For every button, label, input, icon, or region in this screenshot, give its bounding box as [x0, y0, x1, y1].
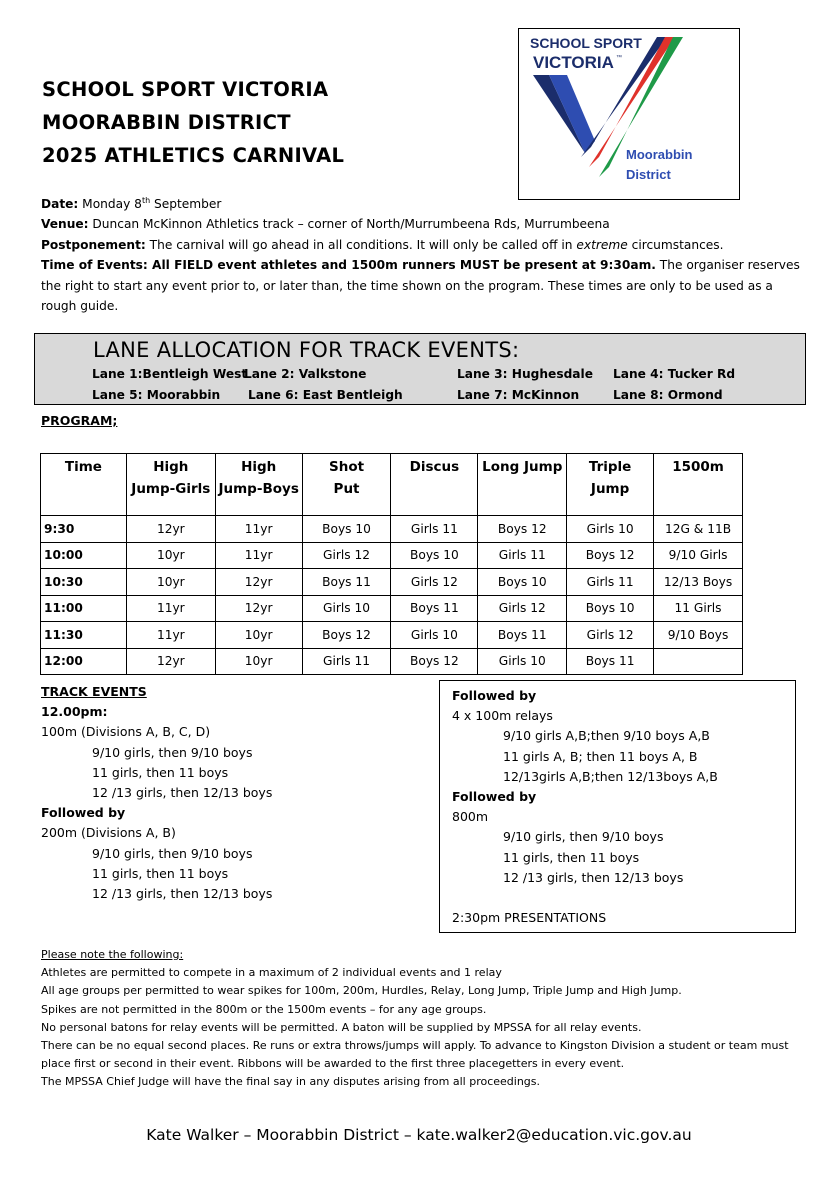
table-cell: 11yr — [126, 595, 215, 622]
table-cell: Girls 10 — [391, 622, 478, 649]
table-cell: 12yr — [126, 648, 215, 675]
table-cell: 11:00 — [41, 595, 127, 622]
notes-section — [41, 946, 811, 1092]
table-row — [41, 569, 743, 596]
event-info — [41, 191, 801, 317]
table-cell: Boys 11 — [302, 569, 391, 596]
track-events-section — [41, 682, 272, 904]
event-100m: 100m (Divisions A, B, C, D) — [41, 724, 211, 740]
list-item: 9/10 girls, then 9/10 boys — [503, 829, 664, 845]
table-cell: Boys 11 — [567, 648, 654, 675]
table-cell: 12yr — [215, 595, 302, 622]
followed-by-label: Followed by — [452, 789, 537, 805]
table-cell: 12/13 Boys — [654, 569, 743, 596]
venue-line: Venue: Duncan McKinnon Athletics track – corner of North/Murrumbeena Rds, Murrumbeena — [41, 217, 610, 232]
lane-7: Lane 7: McKinnon — [457, 388, 580, 402]
table-row — [41, 595, 743, 622]
table-cell: Girls 12 — [478, 595, 567, 622]
event-800m: 800m — [452, 809, 489, 825]
table-cell: Boys 10 — [567, 595, 654, 622]
header-time: Time — [41, 454, 127, 516]
relay-events-box — [439, 680, 796, 933]
table-cell: 12G & 11B — [654, 516, 743, 543]
logo-v-inner — [549, 75, 595, 153]
table-cell: 10yr — [126, 542, 215, 569]
table-cell: Girls 10 — [302, 595, 391, 622]
title-line-2: MOORABBIN DISTRICT — [42, 111, 291, 134]
table-cell: Boys 10 — [391, 542, 478, 569]
logo-text-victoria: VICTORIA — [533, 53, 614, 72]
table-cell: 10yr — [215, 648, 302, 675]
table-cell: 11yr — [126, 622, 215, 649]
presentations-time: 2:30pm PRESENTATIONS — [452, 910, 607, 926]
table-cell: 12yr — [126, 516, 215, 543]
lane-3: Lane 3: Hughesdale — [457, 367, 593, 381]
lane-4: Lane 4: Tucker Rd — [613, 367, 736, 381]
table-cell: Girls 11 — [302, 648, 391, 675]
ssv-logo — [518, 28, 740, 200]
table-cell: Girls 12 — [567, 622, 654, 649]
table-cell: 10:00 — [41, 542, 127, 569]
table-cell: Boys 12 — [391, 648, 478, 675]
table-row — [41, 622, 743, 649]
table-cell: Boys 11 — [478, 622, 567, 649]
table-cell: Boys 10 — [302, 516, 391, 543]
track-start-time: 12.00pm: — [41, 704, 108, 720]
header-shot-put: Shot Put — [302, 454, 391, 516]
list-item: 9/10 girls A,B;then 9/10 boys A,B — [503, 728, 710, 744]
note-line: Athletes are permitted to compete in a maximum of 2 individual events and 1 relay — [41, 966, 502, 980]
table-cell: 9/10 Girls — [654, 542, 743, 569]
table-cell: 9:30 — [41, 516, 127, 543]
program-table — [40, 453, 743, 675]
table-cell: Girls 11 — [478, 542, 567, 569]
list-item: 11 girls A, B; then 11 boys A, B — [503, 748, 698, 764]
table-header-row — [41, 454, 743, 516]
logo-text-school-sport: SCHOOL SPORT — [530, 35, 642, 51]
table-row — [41, 648, 743, 675]
logo-text-district: District — [626, 167, 671, 182]
table-row — [41, 516, 743, 543]
note-line: The MPSSA Chief Judge will have the final say in any disputes arising from all proceedings. — [41, 1075, 541, 1089]
table-row — [41, 542, 743, 569]
note-line: Spikes are not permitted in the 800m or the 1500m events – for any age groups. — [41, 1002, 487, 1016]
table-cell: 11yr — [215, 542, 302, 569]
list-item: 11 girls, then 11 boys — [92, 865, 229, 881]
ssv-logo-graphic — [519, 29, 739, 199]
logo-tm: ™ — [616, 55, 622, 61]
postponement-line: Postponement: The carnival will go ahead in all conditions. It will only be called off in extreme circumstances. — [41, 237, 724, 252]
date-line: Date: Monday 8th September — [41, 196, 222, 212]
table-cell: 10:30 — [41, 569, 127, 596]
lane-8: Lane 8: Ormond — [613, 388, 723, 402]
lane-1: Lane 1:Bentleigh West — [92, 367, 248, 381]
table-cell: Boys 12 — [567, 542, 654, 569]
list-item: 11 girls, then 11 boys — [503, 849, 640, 865]
lane-allocation-box — [34, 333, 806, 405]
table-cell: Boys 12 — [478, 516, 567, 543]
table-cell: 10yr — [126, 569, 215, 596]
table-cell: 12yr — [215, 569, 302, 596]
list-item: 12 /13 girls, then 12/13 boys — [92, 886, 273, 902]
list-item: 9/10 girls, then 9/10 boys — [92, 744, 253, 760]
logo-text-moorabbin: Moorabbin — [626, 147, 693, 162]
table-cell: 11yr — [215, 516, 302, 543]
followed-by-label: Followed by — [452, 688, 537, 703]
table-cell: Girls 12 — [391, 569, 478, 596]
list-item: 11 girls, then 11 boys — [92, 764, 229, 780]
note-line: There can be no equal second places. Re runs or extra throws/jumps will apply. To advance to Kingston Division a student or team must place first or second in their event. Ribbons will be awarded to the first three placegetters in every event. — [41, 1039, 789, 1071]
table-cell: 9/10 Boys — [654, 622, 743, 649]
table-cell: Boys 10 — [478, 569, 567, 596]
title-line-3: 2025 ATHLETICS CARNIVAL — [42, 144, 345, 167]
lane-5: Lane 5: Moorabbin — [92, 388, 221, 402]
contact-footer: Kate Walker – Moorabbin District – kate.walker2@education.vic.gov.au — [146, 1126, 692, 1144]
lane-allocation-title: LANE ALLOCATION FOR TRACK EVENTS: — [93, 338, 520, 362]
table-cell: Boys 12 — [302, 622, 391, 649]
followed-by-label: Followed by — [41, 805, 126, 821]
header-1500m: 1500m — [654, 454, 743, 516]
note-line: No personal batons for relay events will be permitted. A baton will be supplied by MPSSA for all relay events. — [41, 1020, 642, 1034]
table-cell: 11 Girls — [654, 595, 743, 622]
table-cell: Girls 11 — [391, 516, 478, 543]
table-cell: Boys 11 — [391, 595, 478, 622]
time-of-events: Time of Events: All FIELD event athletes and 1500m runners MUST be present at 9:30am. The organiser reserves the right to start any event prior to, or later than, the time shown on the program. These times are only to be used as a rough guide. — [41, 258, 800, 314]
event-200m: 200m (Divisions A, B) — [41, 825, 176, 841]
list-item: 9/10 girls, then 9/10 boys — [92, 845, 253, 861]
table-cell: 11:30 — [41, 622, 127, 649]
track-events-title: TRACK EVENTS — [41, 684, 147, 699]
table-cell: Girls 10 — [567, 516, 654, 543]
table-cell: Girls 11 — [567, 569, 654, 596]
header-long-jump: Long Jump — [478, 454, 567, 516]
header-discus: Discus — [391, 454, 478, 516]
table-cell: 10yr — [215, 622, 302, 649]
note-line: All age groups per permitted to wear spikes for 100m, 200m, Hurdles, Relay, Long Jump, Triple Jump and High Jump. — [41, 984, 682, 998]
table-cell: Girls 10 — [478, 648, 567, 675]
program-label: PROGRAM; — [41, 413, 118, 428]
lane-2: Lane 2: Valkstone — [244, 367, 367, 381]
table-cell: Girls 12 — [302, 542, 391, 569]
lane-6: Lane 6: East Bentleigh — [248, 388, 403, 402]
list-item: 12 /13 girls, then 12/13 boys — [92, 785, 273, 801]
table-cell — [654, 648, 743, 675]
title-line-1: SCHOOL SPORT VICTORIA — [42, 78, 329, 101]
notes-title: Please note the following: — [41, 948, 184, 961]
header-high-jump-boys: High Jump-Boys — [215, 454, 302, 516]
list-item: 12 /13 girls, then 12/13 boys — [503, 869, 684, 885]
header-high-jump-girls: High Jump-Girls — [126, 454, 215, 516]
list-item: 12/13girls A,B;then 12/13boys A,B — [503, 768, 718, 784]
header-triple-jump: Triple Jump — [567, 454, 654, 516]
event-relays: 4 x 100m relays — [452, 708, 553, 724]
table-cell: 12:00 — [41, 648, 127, 675]
